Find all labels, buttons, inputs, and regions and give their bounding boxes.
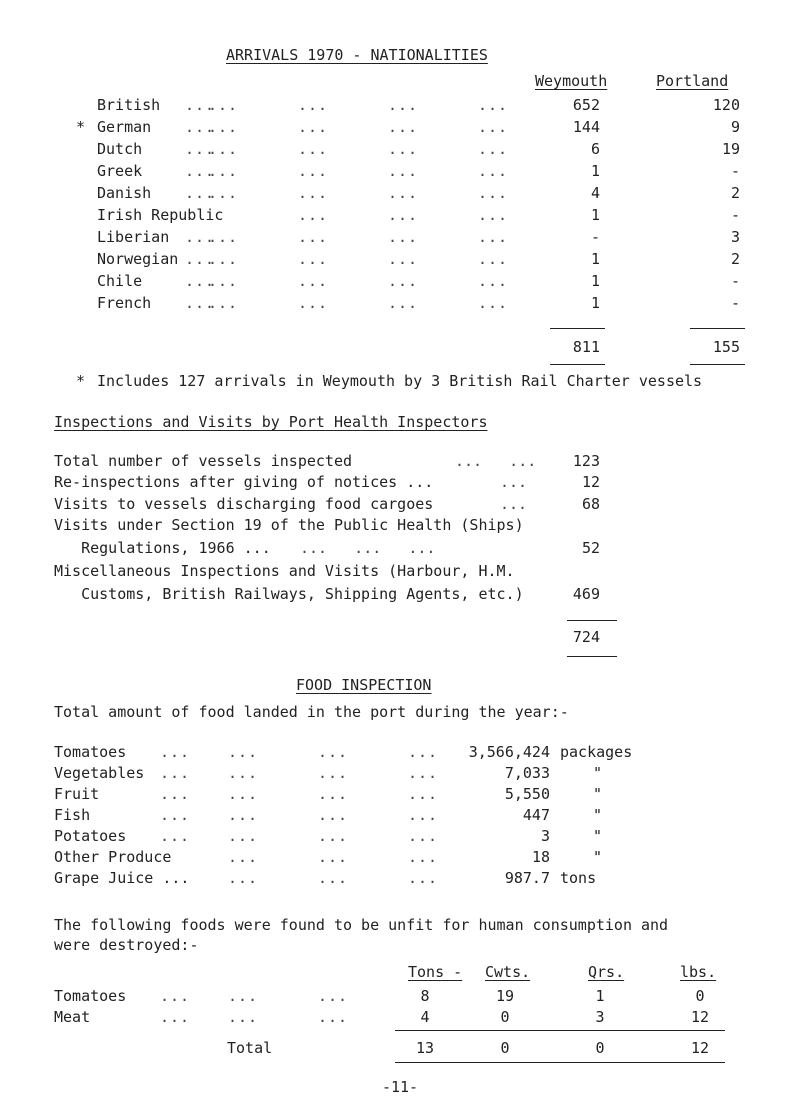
inspection-count: 12 [581,473,600,491]
leader-dots: ... [160,806,191,824]
food-unit: packages [560,743,633,761]
leader-dots: ... [208,96,239,114]
leader-dots: ... [408,785,439,803]
food-unit: tons [560,869,597,887]
unfit-total-tons: 13 [415,1039,435,1057]
nationality-name: Greek [97,162,143,180]
food-intro: Total amount of food landed in the port during the year:- [54,703,569,721]
leader-dots: ... [228,785,259,803]
leader-dots: ... [298,162,329,180]
nationality-name: Irish Republic [97,206,224,224]
food-amount: 447 [522,806,550,824]
unfit-header-cwts: Cwts. [485,963,531,981]
leader-dots: ... [318,827,349,845]
unfit-header-lbs: lbs. [680,963,717,981]
unfit-item: Meat [54,1008,91,1026]
leader-dots: ... [478,140,509,158]
food-amount: 3,566,424 [468,743,550,761]
food-item: Fruit [54,785,100,803]
leader-dots: ... [478,184,509,202]
food-unit: " [593,806,603,824]
food-amount: 7,033 [504,764,550,782]
food-unit: " [593,764,603,782]
col-portland-header: Portland [656,72,729,90]
food-item: Vegetables [54,764,145,782]
unfit-tons: 8 [420,987,430,1005]
weymouth-total-rule-top [550,328,605,329]
leader-dots: ... [318,743,349,761]
leader-dots: ... [228,827,259,845]
food-item: Grape Juice ... [54,869,190,887]
weymouth-count: 1 [590,272,600,290]
portland-total-rule-top [690,328,745,329]
weymouth-count: 652 [572,96,600,114]
leader-dots: ... [185,162,216,180]
unfit-item: Tomatoes [54,987,127,1005]
inspections-total-rule-bottom [567,656,617,657]
leader-dots: ... [228,764,259,782]
unfit-cwts: 19 [495,987,515,1005]
portland-count: - [730,272,740,290]
leader-dots: ... [478,228,509,246]
leader-dots: ... [388,162,419,180]
leader-dots: ... [408,869,439,887]
leader-dots: ... [160,827,191,845]
leader-dots: ... [318,848,349,866]
unfit-cwts: 0 [500,1008,510,1026]
leader-dots: ... [185,250,216,268]
unfit-total-rule-top [395,1030,725,1031]
unfit-header-qrs: Qrs. [588,963,625,981]
portland-count: - [730,162,740,180]
unfit-total-cwts: 0 [500,1039,510,1057]
leader-dots: ... [160,1008,191,1026]
leader-dots: ... [160,785,191,803]
unfit-lbs: 12 [690,1008,710,1026]
leader-dots: ... [160,987,191,1005]
nationality-name: British [97,96,161,114]
leader-dots: ... [208,118,239,136]
col-weymouth-header: Weymouth [535,72,608,90]
nationality-name: Liberian [97,228,170,246]
leader-dots: ... [318,987,349,1005]
leader-dots: ... [388,228,419,246]
portland-count: 120 [712,96,740,114]
inspection-label: Customs, British Railways, Shipping Agents, etc.) [54,585,524,603]
portland-count: 9 [730,118,740,136]
unfit-total-qrs: 0 [595,1039,605,1057]
weymouth-count: 1 [590,294,600,312]
arrivals-footnote: Includes 127 arrivals in Weymouth by 3 British Rail Charter vessels [97,372,703,390]
inspections-total-rule-top [567,620,617,621]
leader-dots: ... [228,869,259,887]
leader-dots: ... [388,96,419,114]
unfit-total-lbs: 12 [690,1039,710,1057]
leader-dots: ... [388,184,419,202]
leader-dots: ... [478,294,509,312]
inspection-label: Miscellaneous Inspections and Visits (Harbour, H.M. [54,562,515,580]
inspection-label: Re-inspections after giving of notices ... [54,473,434,491]
leader-dots: ... [185,228,216,246]
leader-dots: ... [185,272,216,290]
food-amount: 18 [531,848,550,866]
leader-dots: ... [408,743,439,761]
leader-dots: ... [478,272,509,290]
leader-dots: ... [208,272,239,290]
leader-dots: ... [388,140,419,158]
portland-count: 3 [730,228,740,246]
unfit-total-rule-bottom [395,1062,725,1063]
unfit-qrs: 1 [595,987,605,1005]
weymouth-count: 1 [590,162,600,180]
leader-dots: ... [318,785,349,803]
leader-dots: ... [500,495,528,513]
food-item: Tomatoes [54,743,127,761]
leader-dots: ... [478,250,509,268]
portland-total: 155 [712,338,740,356]
leader-dots: ... [298,272,329,290]
leader-dots: ... [408,764,439,782]
leader-dots: ... [228,743,259,761]
leader-dots: ... [388,206,419,224]
leader-dots: ... [388,250,419,268]
leader-dots: ... [208,228,239,246]
inspections-total: 724 [572,628,600,646]
leader-dots: ... [298,118,329,136]
weymouth-count: 1 [590,206,600,224]
weymouth-count: 6 [590,140,600,158]
nationality-name: Dutch [97,140,143,158]
leader-dots: ... [388,272,419,290]
nationality-name: Chile [97,272,143,290]
portland-count: - [730,206,740,224]
leader-dots: ... [185,140,216,158]
portland-count: 19 [721,140,740,158]
portland-count: 2 [730,250,740,268]
leader-dots: ... [185,118,216,136]
nationality-name: German [97,118,152,136]
inspection-count: 68 [581,495,600,513]
unfit-lbs: 0 [695,987,705,1005]
leader-dots: ... [185,184,216,202]
leader-dots: ... [298,228,329,246]
nationality-name: Danish [97,184,152,202]
leader-dots: ... [208,162,239,180]
weymouth-count: 144 [572,118,600,136]
leader-dots: ... [208,140,239,158]
leader-dots: ... [298,184,329,202]
weymouth-total: 811 [572,338,600,356]
food-amount: 5,550 [504,785,550,803]
unfit-header-tons: Tons - [408,963,463,981]
food-amount: 3 [540,827,550,845]
unfit-intro-line1: The following foods were found to be unfit for human consumption and [54,916,669,934]
leader-dots: ... [478,118,509,136]
leader-dots: ... [388,294,419,312]
leader-dots: ... [478,96,509,114]
food-unit: " [593,848,603,866]
inspection-label: Visits under Section 19 of the Public Health (Ships) [54,516,524,534]
leader-dots: ... [318,1008,349,1026]
leader-dots: ... [228,806,259,824]
nationality-name: Norwegian [97,250,179,268]
leader-dots: ... [185,294,216,312]
leader-dots: ... [408,848,439,866]
leader-dots: ... [228,848,259,866]
food-amount: 987.7 [504,869,550,887]
footnote-asterisk: * [76,372,86,390]
nationality-name: French [97,294,152,312]
leader-dots: ... [318,764,349,782]
leader-dots: ... [298,206,329,224]
leader-dots: ... ... [455,452,537,470]
unfit-intro-line2: were destroyed:- [54,936,199,954]
leader-dots: ... [298,250,329,268]
leader-dots: ... [160,743,191,761]
weymouth-count: 1 [590,250,600,268]
inspection-count: 52 [581,539,600,557]
leader-dots: ... [478,162,509,180]
food-unit: " [593,785,603,803]
weymouth-count: - [590,228,600,246]
leader-dots: ... [388,118,419,136]
leader-dots: ... [478,206,509,224]
leader-dots: ... [318,806,349,824]
leader-dots: ... [318,869,349,887]
row-asterisk: * [76,118,86,136]
food-heading: FOOD INSPECTION [296,676,432,694]
leader-dots: ... [160,764,191,782]
food-item: Potatoes [54,827,127,845]
inspection-label: Total number of vessels inspected [54,452,353,470]
leader-dots: ... [228,1008,259,1026]
inspections-heading: Inspections and Visits by Port Health Inspectors [54,413,488,431]
inspection-label: Visits to vessels discharging food cargoes [54,495,434,513]
leader-dots: ... [208,294,239,312]
food-item: Fish [54,806,91,824]
food-item: Other Produce [54,848,172,866]
leader-dots: ... [298,294,329,312]
arrivals-title: ARRIVALS 1970 - NATIONALITIES [226,46,488,64]
food-unit: " [593,827,603,845]
leader-dots: ... [408,806,439,824]
inspection-count: 469 [572,585,600,603]
unfit-qrs: 3 [595,1008,605,1026]
portland-count: 2 [730,184,740,202]
unfit-total-label: Total [227,1039,273,1057]
leader-dots: ... [208,250,239,268]
unfit-tons: 4 [420,1008,430,1026]
leader-dots: ... [298,96,329,114]
leader-dots: ... ... ... [300,539,436,557]
leader-dots: ... [228,987,259,1005]
inspection-label: Regulations, 1966 ... [54,539,271,557]
page-number: -11- [381,1078,419,1096]
weymouth-total-rule-bottom [550,364,605,365]
inspection-count: 123 [572,452,600,470]
leader-dots: ... [298,140,329,158]
leader-dots: ... [208,184,239,202]
weymouth-count: 4 [590,184,600,202]
leader-dots: ... [185,96,216,114]
portland-count: - [730,294,740,312]
leader-dots: ... [500,473,528,491]
leader-dots: ... [408,827,439,845]
portland-total-rule-bottom [690,364,745,365]
